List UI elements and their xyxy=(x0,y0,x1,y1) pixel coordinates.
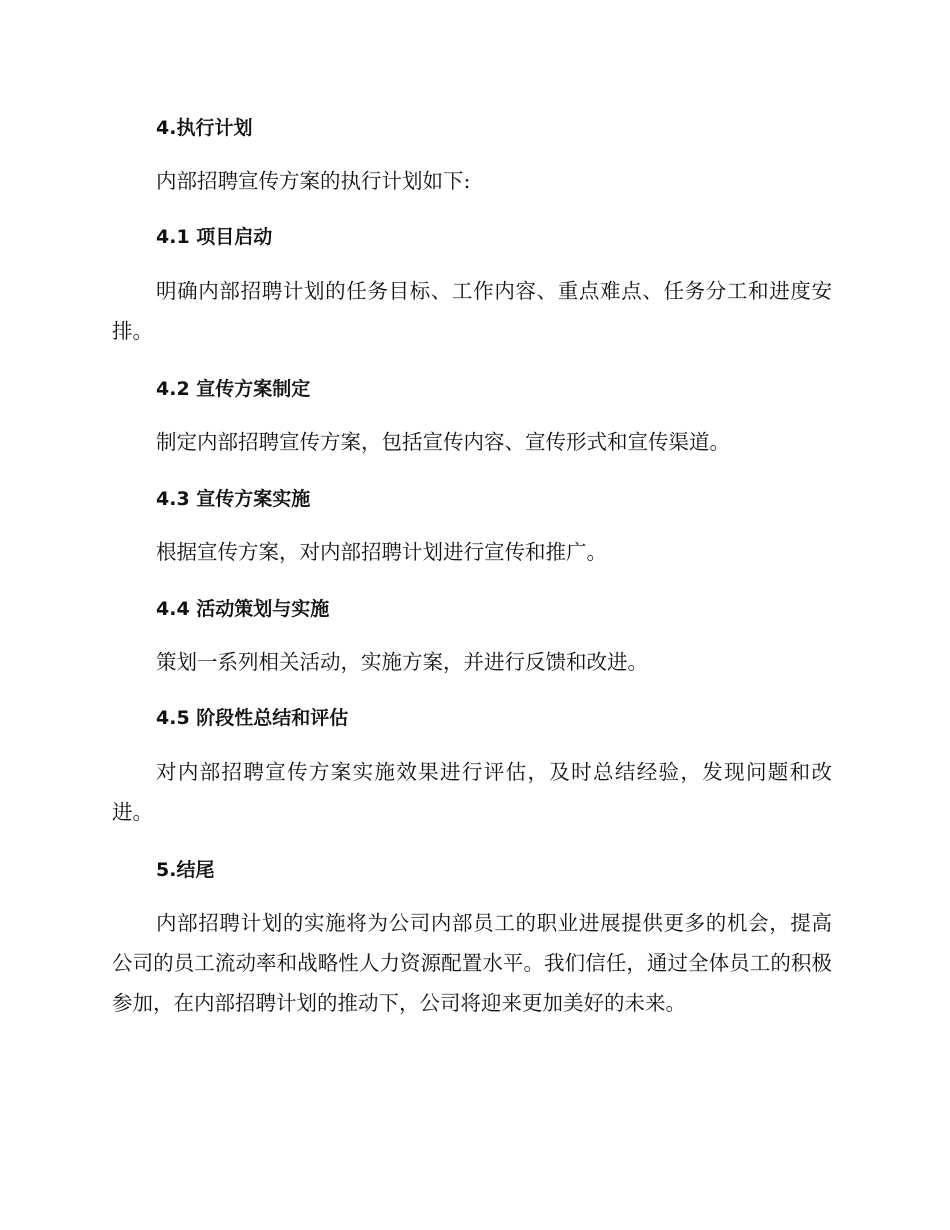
section-heading-4-2: 4.2 宣传方案制定 xyxy=(156,378,311,400)
section-body-4: 内部招聘宣传方案的执行计划如下: xyxy=(156,169,471,193)
section-heading-4-1: 4.1 项目启动 xyxy=(156,226,273,248)
section-heading-4: 4.执行计划 xyxy=(156,117,253,139)
section-body-4-2: 制定内部招聘宣传方案，包括宣传内容、宣传形式和宣传渠道。 xyxy=(156,430,730,454)
section-heading-5: 5.结尾 xyxy=(156,859,215,881)
section-body-4-1: 明确内部招聘计划的任务目标、工作内容、重点难点、任务分工和进度安排。 xyxy=(112,279,832,343)
section-body-4-5: 对内部招聘宣传方案实施效果进行评估，及时总结经验，发现问题和改进。 xyxy=(112,760,832,824)
section-heading-4-4: 4.4 活动策划与实施 xyxy=(156,598,330,620)
section-body-4-3: 根据宣传方案，对内部招聘计划进行宣传和推广。 xyxy=(156,540,607,564)
section-heading-4-5: 4.5 阶段性总结和评估 xyxy=(156,707,349,729)
section-heading-4-3: 4.3 宣传方案实施 xyxy=(156,488,311,510)
section-body-4-4: 策划一系列相关活动，实施方案，并进行反馈和改进。 xyxy=(156,650,648,674)
document-page xyxy=(112,0,832,1230)
section-body-5: 内部招聘计划的实施将为公司内部员工的职业进展提供更多的机会，提高公司的员工流动率和战略性人力资源配置水平。我们信任，通过全体员工的积极参加，在内部招聘计划的推动下，公司将迎来更加美好的未来。 xyxy=(112,911,832,1015)
